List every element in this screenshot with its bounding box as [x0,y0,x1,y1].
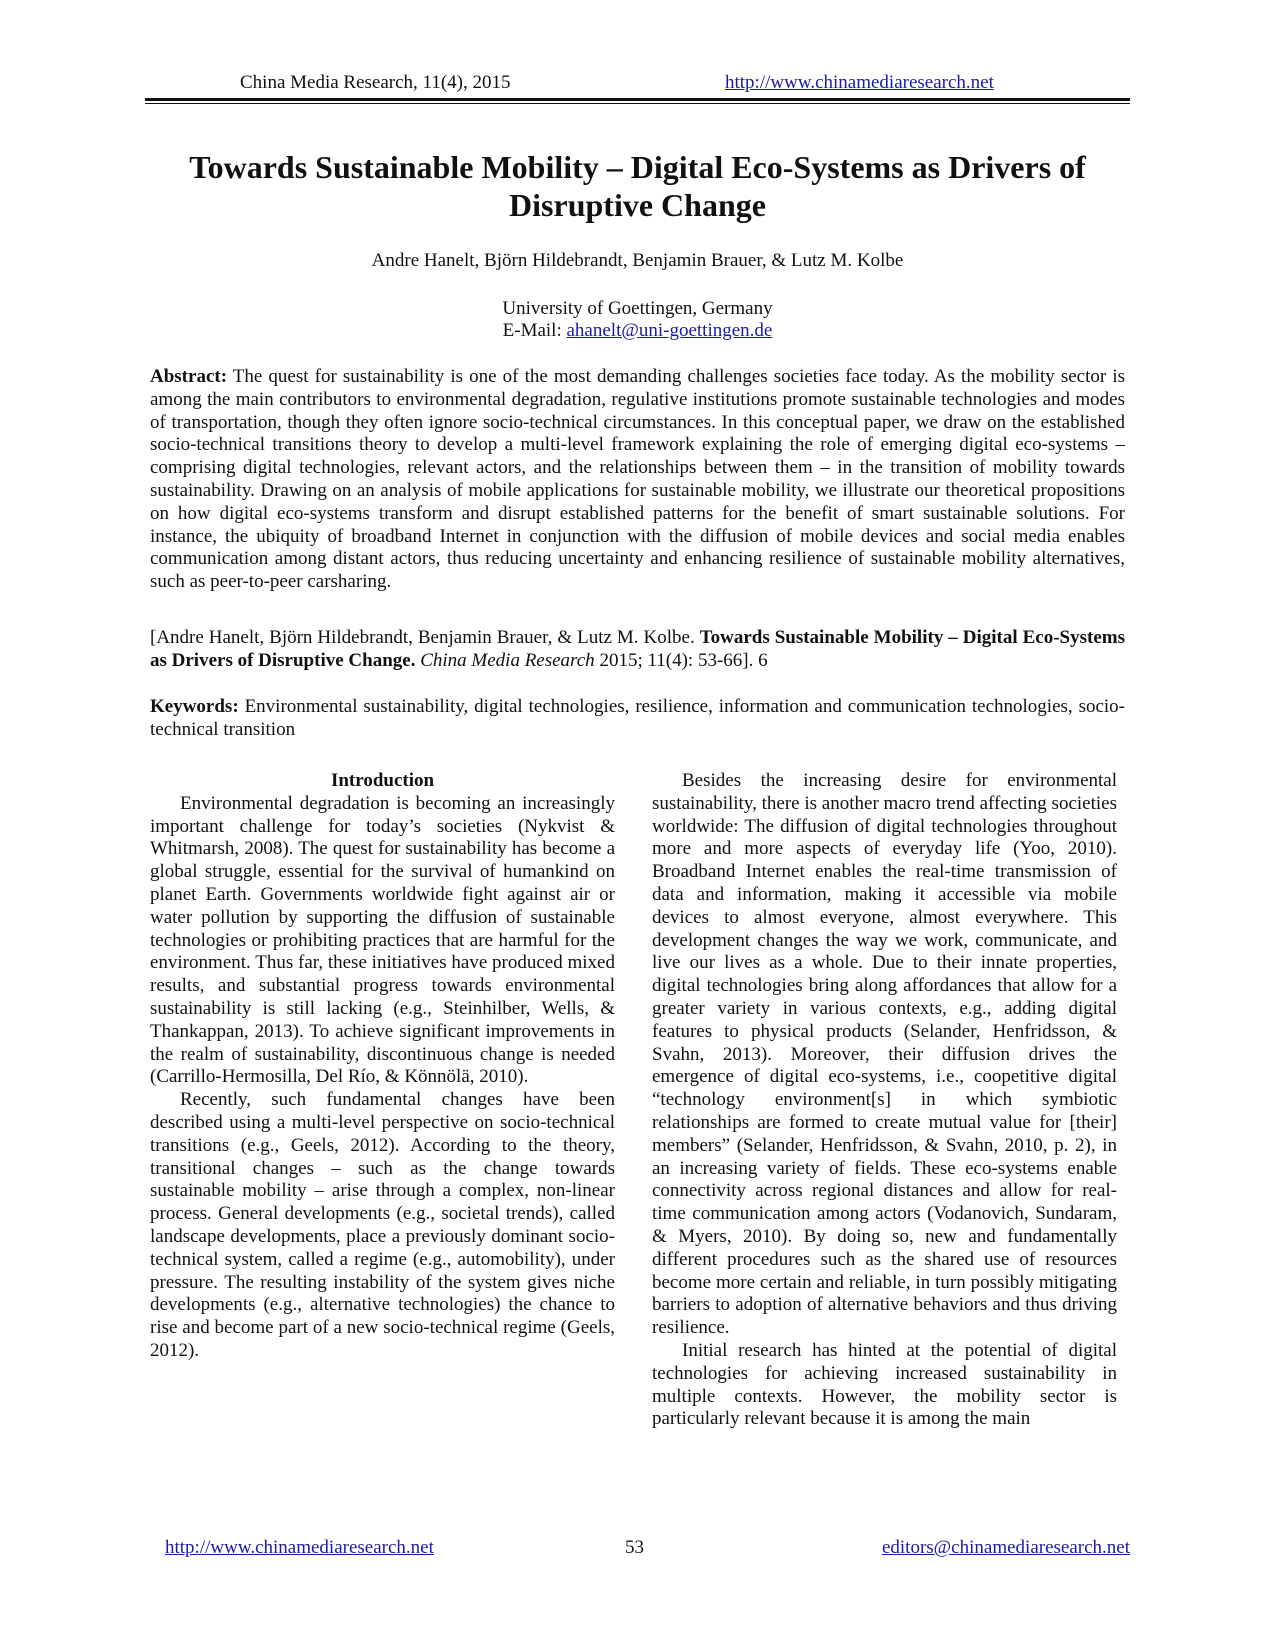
author-list: Andre Hanelt, Björn Hildebrandt, Benjamin Brauer, & Lutz M. Kolbe [371,250,904,271]
body-paragraph: Besides the increasing desire for environmental sustainability, there is another macro trend affecting societies worldwide: The diffusion of digital technologies throughout more and more aspects of everyday life (Yoo, 2010). Broadband Internet enables the real-time transmission of data and information, making it accessible via mobile devices to almost everyone, almost everywhere. This development changes the way we work, communicate, and live our lives as a whole. Due to their innate properties, digital technologies bring along affordances that allow for a greater variety in various contexts, e.g., adding digital features to physical products (Selander, Henfridsson, & Svahn, 2013). Moreover, their diffusion drives the emergence of digital eco-systems, i.e., coopetitive digital “technology environment[s] in which symbiotic relationships are formed to create mutual value for [their] members” (Selander, Henfridsson, & Svahn, 2010, p. 2), in an increasing variety of fields. These eco-systems enable connectivity across regional distances and allow for real-time communication among actors (Vodanovich, Sundaram, & Myers, 2010). By doing so, new and fundamentally different procedures such as the shared use of resources become more certain and reliable, in turn possibly mitigating barriers to adoption of alternative behaviors and thus driving resilience. [652,770,1117,1339]
email-label: E-Mail: [502,320,567,341]
body-paragraph: Environmental degradation is becoming an increasingly important challenge for today’s societies (Nykvist & Whitmarsh, 2008). The quest for sustainability has become a global struggle, essential for the survival of humankind on planet Earth. Governments worldwide fight against air or water pollution by supporting the diffusion of sustainable technologies or prohibiting practices that are harmful for the environment. Thus far, these initiatives have produced mixed results, and substantial progress towards environmental sustainability is still lacking (e.g., Steinhilber, Wells, & Thankappan, 2013). To achieve significant improvements in the realm of sustainability, discontinuous change is needed (Carrillo-Hermosilla, Del Río, & Könnölä, 2010). [150,792,615,1088]
section-heading: Introduction [330,770,435,791]
journal-url-link[interactable]: http://www.chinamediaresearch.net [725,72,994,93]
citation [150,627,1125,673]
body-column-left [150,770,615,1363]
body-paragraph: Recently, such fundamental changes have been described using a multi-level perspective on socio-technical transitions (e.g., Geels, 2012). According to the theory, transitional changes – such as the change towards sustainable mobility – arise through a complex, non-linear process. General developments (e.g., societal trends), called landscape developments, place a previously dominant socio-technical system, called a regime (e.g., automobility), under pressure. The resulting instability of the system gives niche developments (e.g., alternative technologies) the chance to rise and become part of a new socio-technical regime (Geels, 2012). [150,1089,615,1361]
page-number: 53 [625,1537,644,1558]
keywords-text: Environmental sustainability, digital technologies, resilience, information and communication technologies, socio-technical transition [150,696,1125,740]
citation-open: [Andre Hanelt, Björn Hildebrandt, Benjamin Brauer, & Lutz M. Kolbe. [150,627,700,648]
paper-title: Towards Sustainable Mobility – Digital Eco-Systems as Drivers of Disruptive Change [189,149,1086,223]
affiliation-block [145,298,1130,342]
citation-title: Towards Sustainable Mobility – Digital Eco-Systems as Drivers of Disruptive Change. [150,627,1125,671]
abstract-label: Abstract: [150,366,228,387]
footer-url-link[interactable]: http://www.chinamediaresearch.net [165,1537,434,1558]
body-paragraph: Initial research has hinted at the potential of digital technologies for achieving increased sustainability in multiple contexts. However, the mobility sector is particularly relevant because it is among the main [652,1339,1117,1430]
abstract [150,366,1125,594]
body-column-right [652,770,1117,1431]
author-email-link[interactable]: ahanelt@uni-goettingen.de [566,320,773,341]
page-footer [145,1537,1130,1559]
keywords-label: Keywords: [150,696,239,717]
contact-email [145,320,1130,342]
journal-citation: China Media Research, 11(4), 2015 [240,72,511,93]
running-header [145,72,1130,94]
header-rule-thin [145,103,1130,104]
citation-close: 2015; 11(4): 53-66]. 6 [594,649,768,671]
citation-journal: China Media Research [420,649,595,671]
affiliation: University of Goettingen, Germany [502,298,773,319]
abstract-text: The quest for sustainability is one of the most demanding challenges societies face today. As the mobility sector is among the main contributors to environmental degradation, regulative institutions promote sustainable technologies and modes of transportation, though they often ignore socio-technical circumstances. In this conceptual paper, we draw on the established socio-technical transitions theory to develop a multi-level framework explaining the role of emerging digital eco-systems – comprising digital technologies, relevant actors, and the relationships between them – in the transition of mobility towards sustainability. Drawing on an analysis of mobile applications for sustainable mobility, we illustrate our theoretical propositions on how digital eco-systems transform and disrupt established patterns for the benefit of smart sustainable solutions. For instance, the ubiquity of broadband Internet in conjunction with the diffusion of mobile devices and social media enables communication among distant actors, thus reducing uncertainty and enhancing resilience of sustainable mobility alternatives, such as peer-to-peer carsharing. [150,366,1125,593]
keywords [150,696,1125,742]
footer-email-link[interactable]: editors@chinamediaresearch.net [881,1537,1130,1558]
header-rule-thick [145,98,1130,101]
